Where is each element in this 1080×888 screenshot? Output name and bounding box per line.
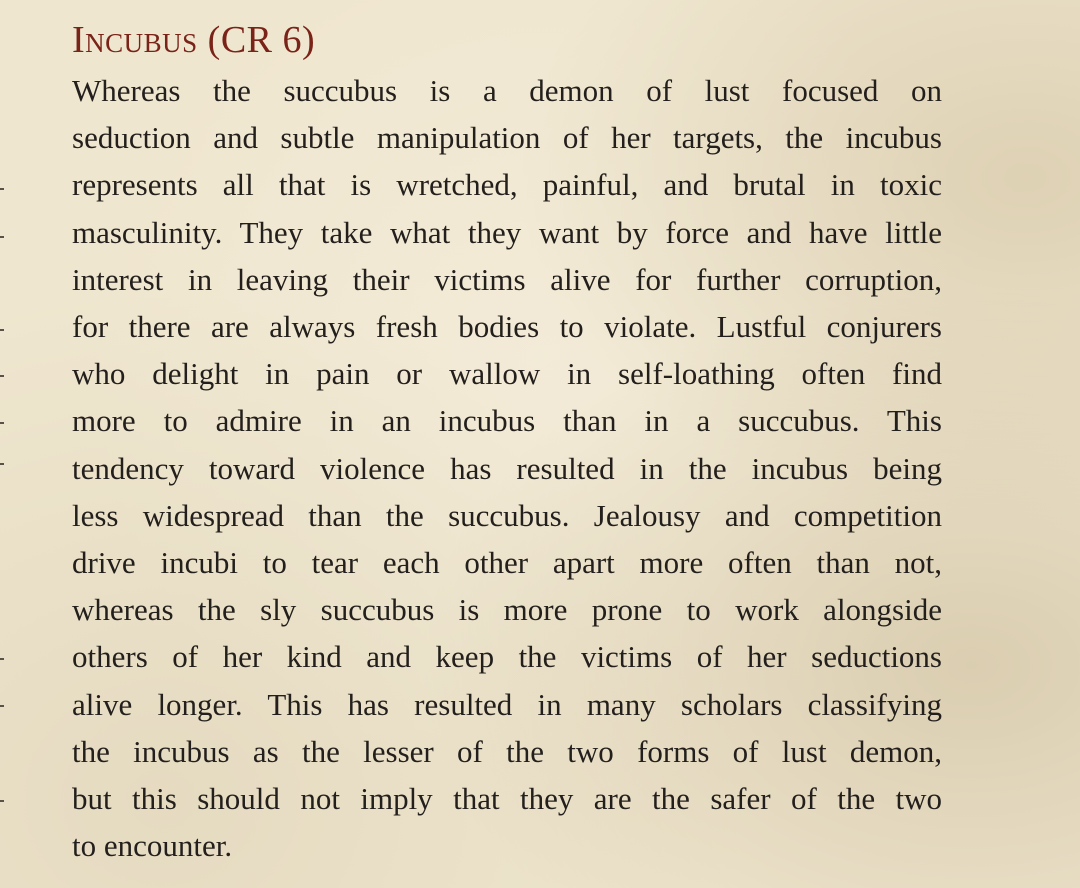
paragraph-line: more to admire in an incubus than in a succubus. This [72,403,942,439]
paragraph-line: tendency toward violence has resulted in the incubus being [72,450,942,486]
paragraph-line: seduction and subtle manipulation of her targets, the incubus [72,120,942,156]
margin-mark [0,375,4,377]
paragraph-line: alive longer. This has resulted in many scholars classifying [72,686,942,722]
paragraph-line: but this should not imply that they are the safer of the two [72,781,942,817]
paragraph-line: represents all that is wretched, painful, and brutal in toxic [72,167,942,203]
margin-mark [0,658,4,660]
paragraph-line: Whereas the succubus is a demon of lust focused on [72,73,942,108]
margin-mark [0,188,4,190]
paragraph-line: to encounter. [72,828,233,864]
paragraph-line: interest in leaving their victims alive for further corruption, [72,261,942,297]
margin-mark [0,800,4,802]
paragraph-line: less widespread than the succubus. Jealousy and competition [72,497,942,533]
section-heading: Incubus (CR 6) [72,19,316,61]
margin-mark [0,236,4,238]
margin-mark [0,329,4,331]
paragraph-line: for there are always fresh bodies to violate. Lustful conjurers [72,309,942,345]
paragraph-line: the incubus as the lesser of the two forms of lust demon, [72,733,942,769]
paragraph-line: whereas the sly succubus is more prone to work alongside [72,592,942,628]
margin-mark [0,705,4,707]
paragraph-line: others of her kind and keep the victims of her seductions [72,639,942,675]
paragraph-line: who delight in pain or wallow in self-loathing often find [72,356,942,392]
margin-mark [0,422,4,424]
body-paragraph [72,67,942,869]
margin-mark [0,463,4,465]
paragraph-line: drive incubi to tear each other apart more often than not, [72,545,942,581]
paragraph-line: masculinity. They take what they want by force and have little [72,214,942,250]
